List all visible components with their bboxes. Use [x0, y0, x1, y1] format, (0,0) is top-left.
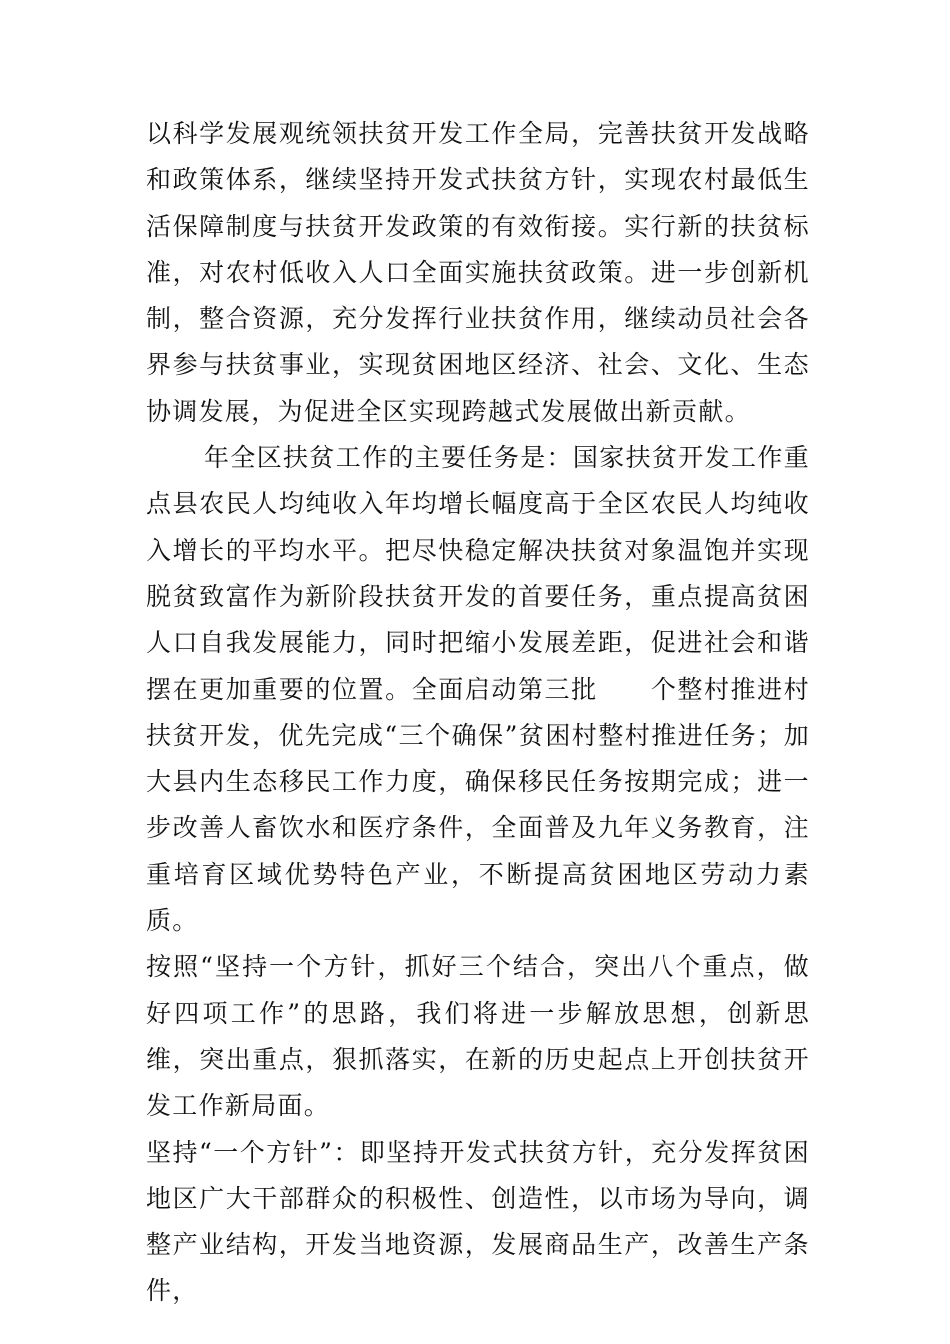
- paragraph-4: 坚持“一个方针”：即坚持开发式扶贫方针，充分发挥贫困地区广大干部群众的积极性、创造性，以市场为导向，调整产业结构，开发当地资源，发展商品生产，改善生产条件，: [146, 1137, 810, 1306]
- paragraph-3: 按照“坚持一个方针，抓好三个结合，突出八个重点，做好四项工作”的思路，我们将进一步解放思想，创新思维，突出重点，狠抓落实，在新的历史起点上开创扶贫开发工作新局面。: [146, 952, 810, 1121]
- paragraph-2: 年全区扶贫工作的主要任务是：国家扶贫开发工作重点县农民人均纯收入年均增长幅度高于全区农民人均纯收入增长的平均水平。把尽快稳定解决扶贫对象温饱并实现脱贫致富作为新阶段扶贫开发的首要任务，重点提高贫困人口自我发展能力，同时把缩小发展差距，促进社会和谐摆在更加重要的位置。全面启动第三批 个整村推进村扶贫开发，优先完成“三个确保”贫困村整村推进任务；加大县内生态移民工作力度，确保移民任务按期完成；进一步改善人畜饮水和医疗条件，全面普及九年义务教育，注重培育区域优势特色产业，不断提高贫困地区劳动力素质。: [146, 443, 810, 936]
- paragraph-1: 以科学发展观统领扶贫开发工作全局，完善扶贫开发战略和政策体系，继续坚持开发式扶贫方针，实现农村最低生活保障制度与扶贫开发政策的有效衔接。实行新的扶贫标准，对农村低收入人口全面实施扶贫政策。进一步创新机制，整合资源，充分发挥行业扶贫作用，继续动员社会各界参与扶贫事业，实现贫困地区经济、社会、文化、生态协调发展，为促进全区实现跨越式发展做出新贡献。: [146, 119, 810, 426]
- document-body: [146, 111, 810, 1315]
